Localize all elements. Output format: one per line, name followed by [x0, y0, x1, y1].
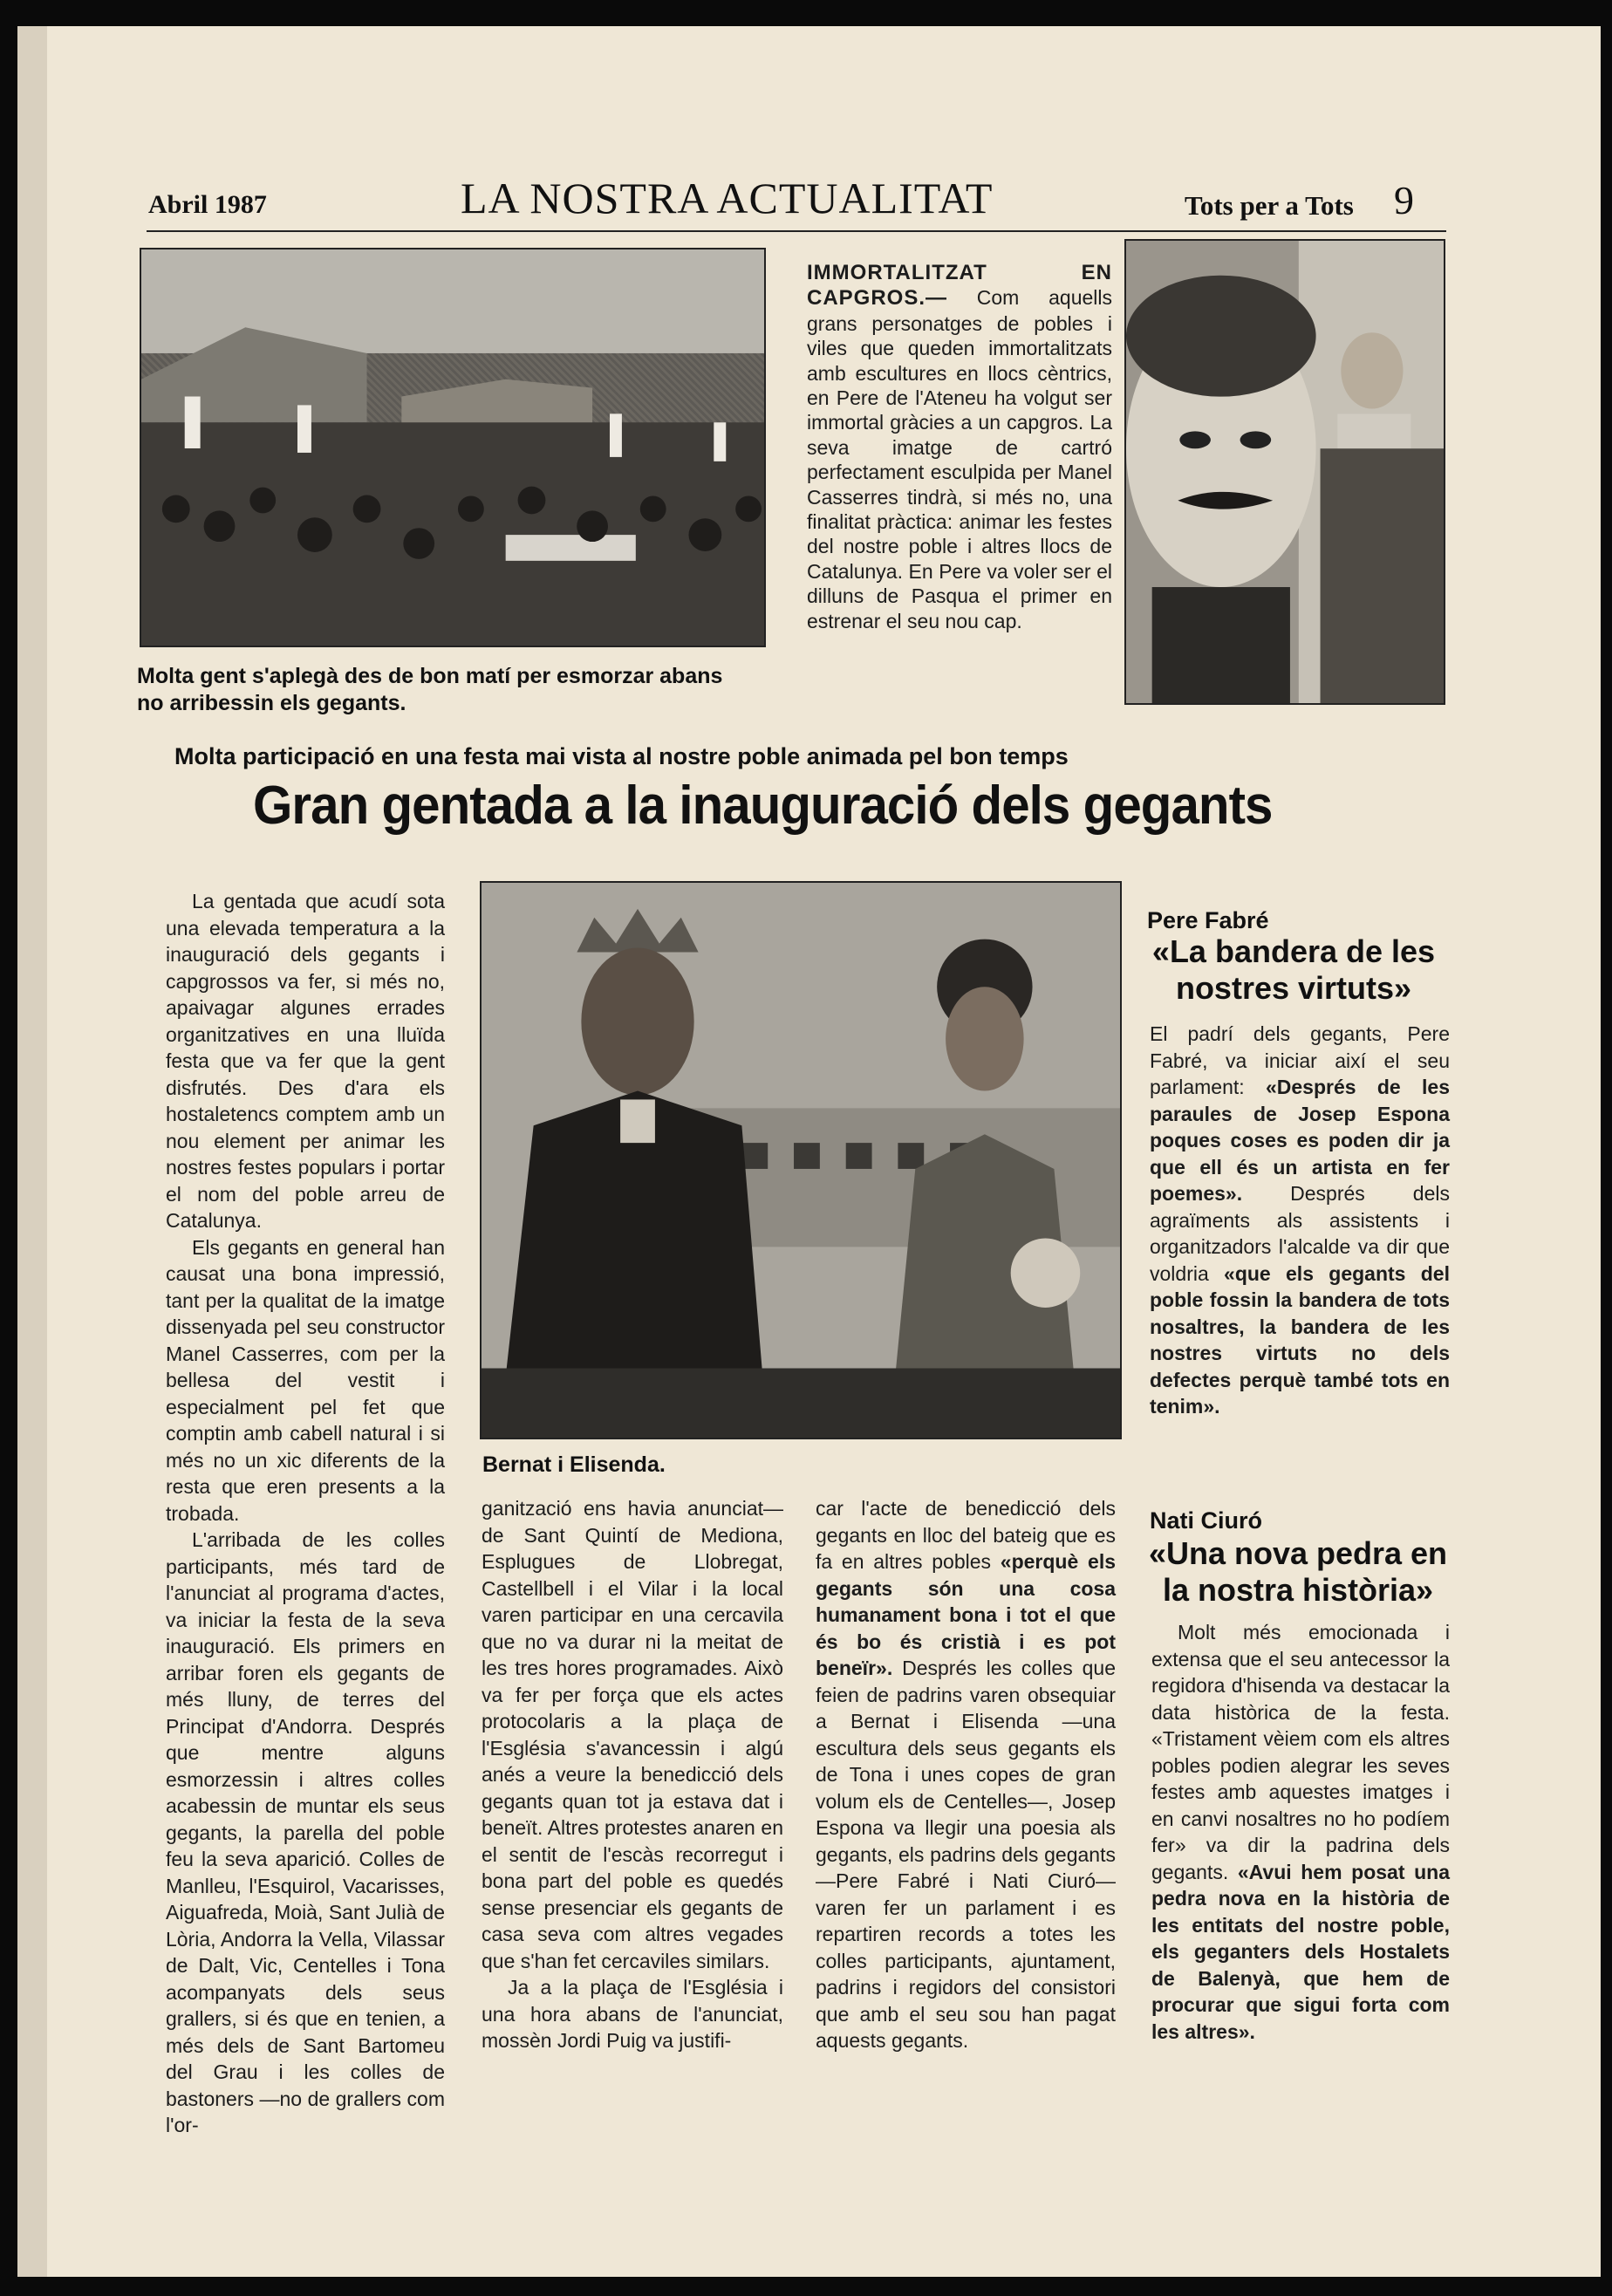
crowd-photo-caption: Molta gent s'aplegà des de bon matí per esmorzar abans no arribessin els gegants.	[137, 664, 723, 715]
paragraph: La gentada que acudí sota una elevada temperatura a la inauguració dels gegants i capgrossos va fer, si més no, apaivagar algunes errades organitzatives en una lluïda festa que va fer que la gent disfrutés. Des d'ara els hostaletencs comptem amb un nou element per animar les nostres festes populars i portar el nom del poble arreu de Catalunya.	[166, 890, 445, 1232]
paragraph: L'arribada de les colles participants, més tard de l'anunciat al programa d'actes, va iniciar la festa de la seva inauguració. Els primers en arribar foren els gegants de més lluny, de terres del Principat d'Andorra. Després que mentre alguns esmorzessin i altres colles acabessin de muntar els seus gegants, la parella del poble feu la seva aparició. Colles de Manlleu, l'Esquirol, Vacarisses, Aiguafreda, Moià, Sant Julià de Lòria, Andorra la Vella, Vilassar de Dalt, Vic, Centelles i Tona acompanyats dels seus grallers, si és que en tenien, a més dels de Sant Bartomeu del Grau i les colles de bastoners —no de grallers com l'or-	[166, 1528, 445, 2136]
quote: «Avui hem posat una pedra nova en la història de les entitats del nostre poble, els geganters dels Hostalets de Balenyà, que hem de procurar que sigui forta com les altres».	[1151, 1860, 1450, 2043]
pere-name: Pere Fabré	[1147, 907, 1269, 933]
pere-text	[1150, 1021, 1450, 1420]
article-column-2	[482, 1495, 783, 2054]
capgros-photo	[1124, 239, 1445, 705]
text: El padrí dels gegants, Pere Fabré, va iniciar així el seu parlament:	[1150, 1022, 1450, 1098]
publication-name: Tots per a Tots	[1185, 190, 1354, 221]
text: Després dels agraïments als assistents i organitzadors l'alcalde va dir que voldria	[1150, 1182, 1450, 1285]
quote: «Després de les paraules de Josep Espona poques coses es poden dir ja que ell és un artista en fer poemes».	[1150, 1076, 1450, 1205]
giants-photo-caption: Bernat i Elisenda.	[482, 1452, 666, 1477]
section-title: LA NOSTRA ACTUALITAT	[461, 174, 994, 222]
nati-text	[1151, 1619, 1450, 2045]
paragraph: ganització ens havia anunciat— de Sant Quintí de Mediona, Esplugues de Llobregat, Castellbell i el Vilar i la local varen participar en una cercavila que no va durar ni la meitat de les tres hores programades. Això va fer per força que els actes protocolaris a la plaça de l'Església s'avancessin i algú anés a veure la benedicció dels gegants quan tot ja estava dat i beneït. Altres protestes anaren en el sentit de l'escàs recorregut i bona part del poble es quedés sense presenciar els gegants de casa seva com altres vegades que s'han fet cercaviles similars.	[482, 1497, 783, 1972]
page-number: 9	[1394, 178, 1414, 222]
capgros-body: Com aquells grans personatges de pobles i viles que queden immortalitzats amb escultures en llocs cèntrics, en Pere de l'Ateneu ha volgut ser immortal gràcies a un capgros. La seva imatge de cartró perfectament esculpida per Manel Casserres tindrà, si més no, una finalitat pràctica: animar les festes del nostre poble i altres llocs de Catalunya. En Pere va voler ser el dilluns de Pasqua el primer en estrenar el seu nou cap.	[807, 286, 1112, 632]
capgros-title: IMMORTALITZAT EN CAPGROS.—	[807, 261, 1112, 311]
capgros-text	[807, 260, 1112, 633]
text: Molt més emocionada i extensa que el seu antecessor la regidora d'hisenda va destacar la data històrica de la festa. «Tristament vèiem com els altres pobles podien alegrar les seves festes amb aquestes imatges i en canvi nosaltres no ho podíem fer» va dir la padrina dels gegants.	[1151, 1621, 1450, 1883]
article-kicker: Molta participació en una festa mai vista al nostre poble animada pel bon temps	[174, 743, 1069, 769]
article-column-1	[166, 888, 445, 2139]
pere-quote-heading: «La bandera de les nostres virtuts»	[1151, 933, 1436, 1006]
issue-date: Abril 1987	[148, 190, 267, 219]
article-column-3	[816, 1495, 1116, 2054]
priest-quote: «perquè els gegants són una cosa humanament bona i tot el que és bo és cristià i es pot beneïr».	[816, 1550, 1116, 1679]
nati-name: Nati Ciuró	[1150, 1507, 1263, 1534]
paragraph: Ja a la plaça de l'Església i una hora abans de l'anunciat, mossèn Jordi Puig va justifi-	[482, 1976, 783, 2052]
paragraph: Els gegants en general han causat una bona impressió, tant per la qualitat de la imatge dissenyada pel seu constructor Manel Casserres, com per la bellesa del vestit i especialment pel fet que comptin amb cabell natural i si més no un xic diferents de la resta que eren presents a la trobada.	[166, 1235, 445, 1525]
giants-photo	[480, 881, 1122, 1439]
paragraph-text: Després les colles que feien de padrins varen obsequiar a Bernat i Elisenda —una escultura dels seus gegants els de Tona i unes copes de gran volum els de Centelles—, Josep Espona va llegir una poesia als gegants, els padrins dels gegants —Pere Fabré i Nati Ciuró— varen fer un parlament i es repartiren records a totes les colles participants, ajuntament, padrins i regidors del consistori que amb el seu sou han pagat aquests gegants.	[816, 1657, 1116, 2052]
paragraph-text: car l'acte de benedicció dels gegants en lloc del bateig que es fa en altres pobles	[816, 1497, 1116, 1573]
nati-quote-heading: «Una nova pedra en la nostra història»	[1148, 1535, 1448, 1608]
crowd-photo	[140, 248, 766, 647]
header-rule	[147, 230, 1446, 232]
article-headline: Gran gentada a la inauguració dels gegants	[253, 776, 1273, 836]
quote: «que els gegants del poble fossin la bandera de tots nosaltres, la bandera de les nostres virtuts no dels defectes perquè també tots en tenim».	[1150, 1261, 1450, 1418]
